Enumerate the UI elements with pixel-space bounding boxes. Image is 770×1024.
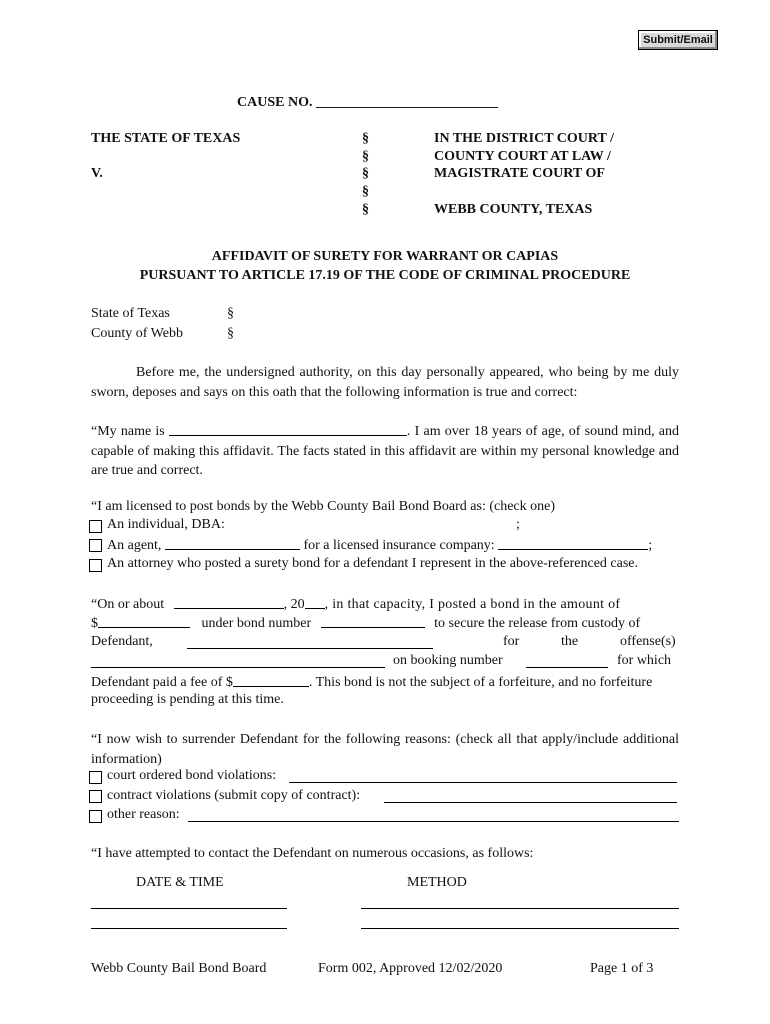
contact-date-field-1[interactable] xyxy=(91,908,287,909)
contact-method-field-1[interactable] xyxy=(361,908,679,909)
versus-label: V. xyxy=(91,166,103,181)
bond-text: , 20 xyxy=(283,597,305,612)
other-reason-checkbox[interactable] xyxy=(89,810,102,823)
venue-county: County of Webb xyxy=(91,326,183,341)
court-line-1: IN THE DISTRICT COURT / xyxy=(434,131,615,146)
attorney-label: An attorney who posted a surety bond for a defendant I represent in the above-referenced case. xyxy=(107,556,638,571)
offense-field[interactable] xyxy=(91,667,385,668)
other-reason-label: other reason: xyxy=(107,807,180,822)
bond-number-field[interactable] xyxy=(321,615,425,628)
bond-text: Defendant paid a fee of $ xyxy=(91,675,233,690)
method-header: METHOD xyxy=(407,875,467,890)
section-symbol: § xyxy=(227,306,234,321)
defendant-name-field[interactable] xyxy=(187,648,433,649)
name-prefix: “My name is xyxy=(91,424,165,439)
bond-defendant-label: Defendant, xyxy=(91,634,153,649)
individual-checkbox[interactable] xyxy=(89,520,102,533)
bond-text: for xyxy=(503,634,520,649)
bond-text: to secure the release from custody of xyxy=(434,616,641,631)
bond-violations-label: court ordered bond violations: xyxy=(107,768,277,783)
agent-label: An agent, xyxy=(107,538,162,553)
court-line-2: COUNTY COURT AT LAW / xyxy=(434,149,611,164)
agent-checkbox[interactable] xyxy=(89,539,102,552)
bond-text: under bond number xyxy=(201,616,312,631)
state-of-texas-label: THE STATE OF TEXAS xyxy=(91,131,241,146)
individual-label: An individual, DBA: xyxy=(107,517,225,532)
venue-state: State of Texas xyxy=(91,306,170,321)
bond-text: offense(s) xyxy=(620,634,676,649)
bond-year-field[interactable] xyxy=(305,596,325,609)
attorney-checkbox[interactable] xyxy=(89,559,102,572)
cause-number: CAUSE NO. __________________________ xyxy=(237,95,498,110)
section-symbol: § xyxy=(362,166,369,181)
individual-option xyxy=(107,517,225,533)
bond-text: on booking number xyxy=(393,653,503,668)
name-suffix: . I am over 18 years of age, of sound mind, and capable of making this affidavit. The facts stated in this affidavit are within my personal knowledge and are true and correct. xyxy=(91,424,679,478)
affiant-name-field[interactable] xyxy=(169,423,407,436)
section-symbol: § xyxy=(227,326,234,341)
agent-end: ; xyxy=(648,538,653,553)
licensed-intro: “I am licensed to post bonds by the Webb County Bail Bond Board as: (check one) xyxy=(91,499,556,514)
bond-violations-field[interactable] xyxy=(289,782,677,783)
fee-amount-field[interactable] xyxy=(233,674,309,687)
bond-line-6: proceeding is pending at this time. xyxy=(91,692,284,707)
submit-email-button[interactable]: Submit/Email xyxy=(638,30,718,50)
bond-amount-field[interactable] xyxy=(98,615,190,628)
agent-option xyxy=(107,536,652,554)
bond-date-field[interactable] xyxy=(174,596,284,609)
individual-end: ; xyxy=(516,517,520,532)
contract-violations-field[interactable] xyxy=(384,802,677,803)
contact-intro: “I have attempted to contact the Defendant on numerous occasions, as follows: xyxy=(91,846,534,861)
footer-form-number: Form 002, Approved 12/02/2020 xyxy=(318,961,503,976)
bond-text: “On or about xyxy=(91,597,165,612)
section-symbol: § xyxy=(362,131,369,146)
footer-page-number: Page 1 of 3 xyxy=(590,961,654,976)
bond-text: , in that capacity, I posted a bond in the amount of xyxy=(324,597,621,612)
intro-paragraph: Before me, the undersigned authority, on this day personally appeared, who being by me duly sworn, deposes and says on this oath that the following information is true and correct: xyxy=(91,365,679,400)
bond-violations-checkbox[interactable] xyxy=(89,771,102,784)
insurance-company-field[interactable] xyxy=(498,537,648,550)
bond-line-5 xyxy=(91,673,679,691)
section-symbol: § xyxy=(362,149,369,164)
court-county: WEBB COUNTY, TEXAS xyxy=(434,202,593,217)
document-title-line-1: AFFIDAVIT OF SURETY FOR WARRANT OR CAPIAS xyxy=(211,249,559,264)
bond-text: for which xyxy=(617,653,672,668)
bond-line-1 xyxy=(91,595,679,613)
contract-violations-checkbox[interactable] xyxy=(89,790,102,803)
booking-number-field[interactable] xyxy=(526,667,608,668)
other-reason-field[interactable] xyxy=(188,821,679,822)
date-time-header: DATE & TIME xyxy=(136,875,224,890)
bond-text: $ xyxy=(91,616,98,631)
bond-text: the xyxy=(561,634,579,649)
insurance-company-label: for a licensed insurance company: xyxy=(303,538,495,553)
contract-violations-label: contract violations (submit copy of contract): xyxy=(107,788,361,803)
agent-name-field[interactable] xyxy=(165,537,300,550)
section-symbol: § xyxy=(362,202,369,217)
name-paragraph xyxy=(91,422,679,481)
attorney-option xyxy=(107,556,638,572)
surrender-intro: “I now wish to surrender Defendant for the following reasons: (check all that apply/include additional information) xyxy=(91,732,679,767)
section-symbol: § xyxy=(362,184,369,199)
court-line-3: MAGISTRATE COURT OF xyxy=(434,166,605,181)
contact-method-field-2[interactable] xyxy=(361,928,679,929)
contact-date-field-2[interactable] xyxy=(91,928,287,929)
document-title-line-2: PURSUANT TO ARTICLE 17.19 OF THE CODE OF CRIMINAL PROCEDURE xyxy=(139,268,631,283)
bond-line-2 xyxy=(91,614,679,632)
footer-organization: Webb County Bail Bond Board xyxy=(91,961,267,976)
bond-text: . This bond is not the subject of a forfeiture, and no forfeiture xyxy=(308,675,653,690)
